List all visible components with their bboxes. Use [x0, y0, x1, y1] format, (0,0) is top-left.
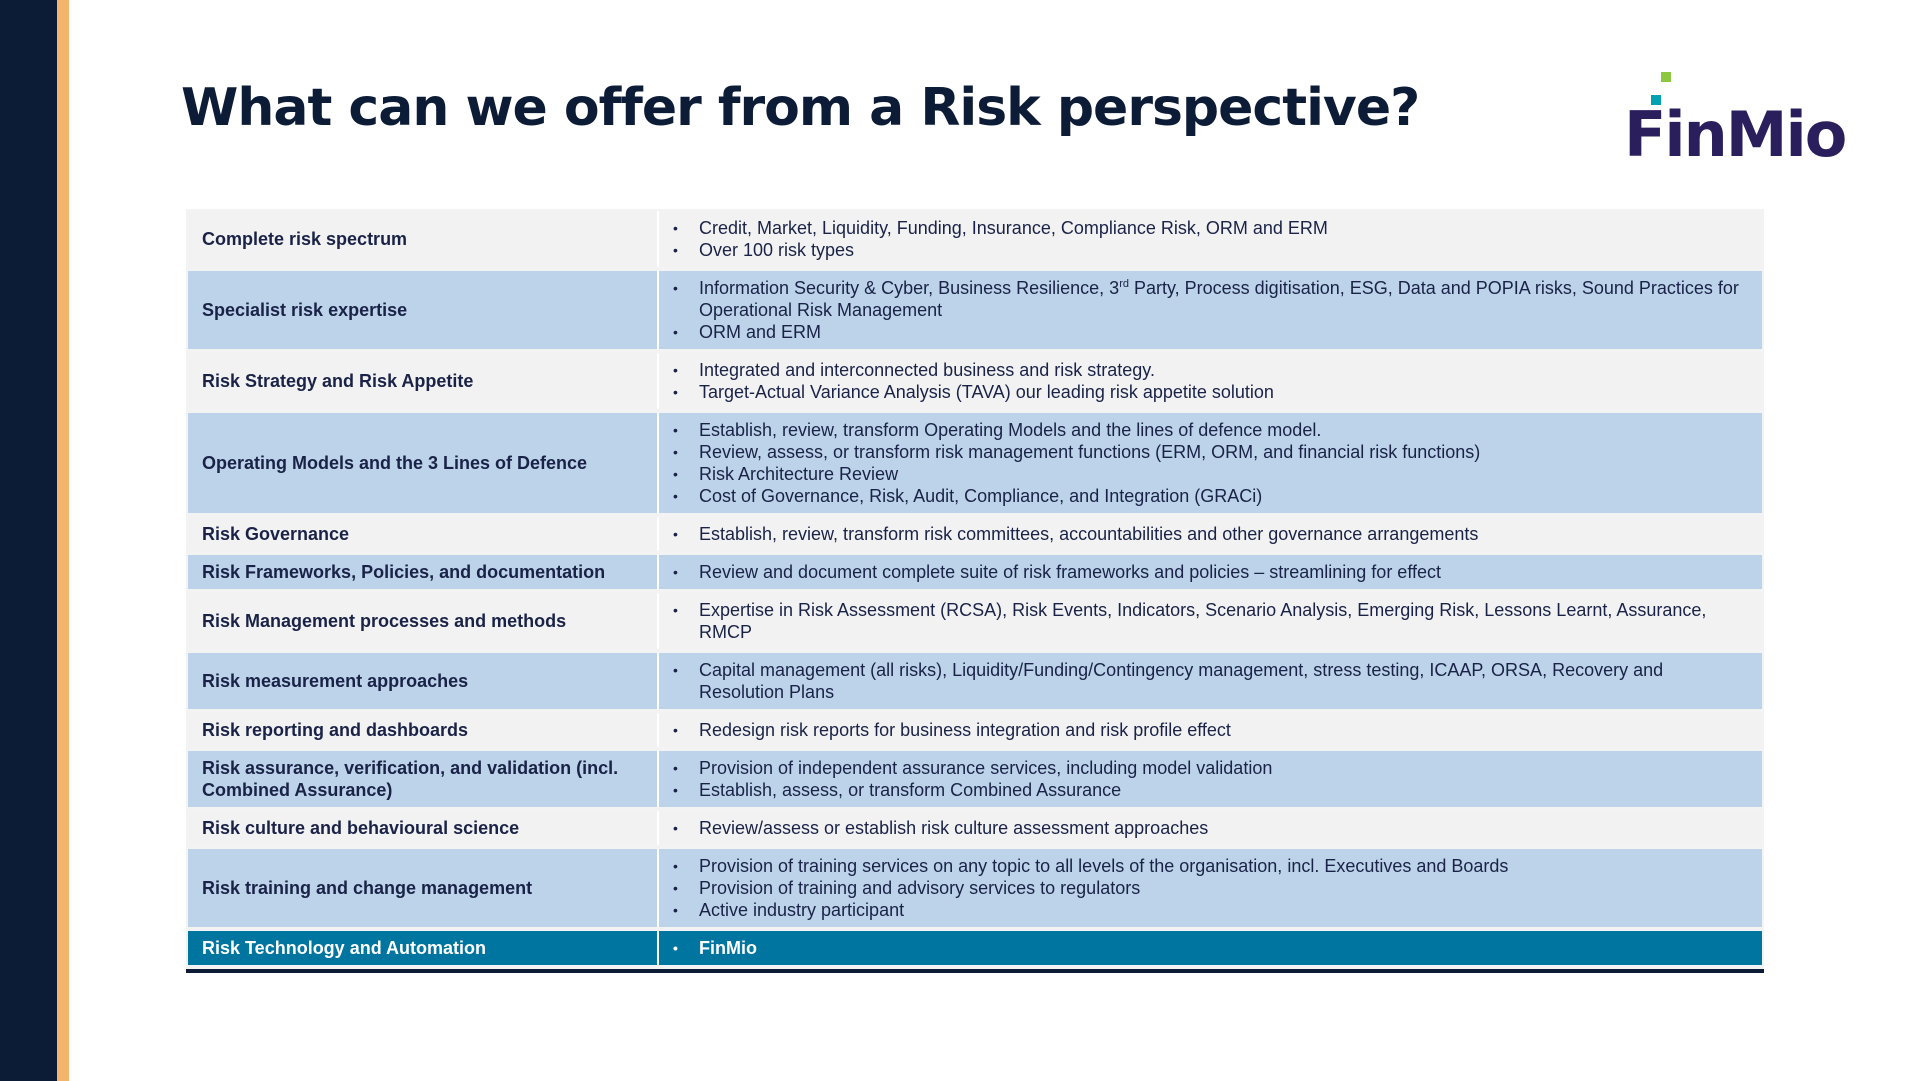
page-title: What can we offer from a Risk perspective?	[181, 78, 1420, 138]
bullet-list	[669, 855, 1752, 921]
bullet-item: • FinMio	[669, 937, 1752, 959]
bullet-item: • ORM and ERM	[669, 321, 1752, 343]
table-row	[188, 353, 1762, 409]
bullet-item: • Risk Architecture Review	[669, 463, 1752, 485]
bullet-list	[669, 561, 1752, 583]
row-label: Risk Technology and Automation	[188, 931, 659, 965]
table-row	[188, 555, 1762, 589]
row-label: Risk culture and behavioural science	[188, 811, 659, 845]
row-items	[659, 811, 1762, 845]
bullet-item: • Expertise in Risk Assessment (RCSA), Risk Events, Indicators, Scenario Analysis, Emerging Risk, Lessons Learnt, Assurance, RMCP	[669, 599, 1752, 643]
table-bottom-border	[186, 969, 1764, 973]
bullet-item: • Information Security & Cyber, Business Resilience, 3rd Party, Process digitisation, ESG, Data and POPIA risks, Sound Practices for Operational Risk Management	[669, 277, 1752, 321]
bullet-item: • Capital management (all risks), Liquidity/Funding/Contingency management, stress testing, ICAAP, ORSA, Recovery and Resolution Plans	[669, 659, 1752, 703]
row-label: Operating Models and the 3 Lines of Defence	[188, 413, 659, 513]
row-label: Risk Governance	[188, 517, 659, 551]
bullet-item: • Establish, assess, or transform Combined Assurance	[669, 779, 1752, 801]
table-row	[188, 413, 1762, 513]
row-items	[659, 593, 1762, 649]
bullet-item: • Review/assess or establish risk culture assessment approaches	[669, 817, 1752, 839]
row-label: Risk Strategy and Risk Appetite	[188, 353, 659, 409]
row-items	[659, 849, 1762, 927]
table-row	[188, 751, 1762, 807]
finmio-logo	[1624, 70, 1864, 162]
bullet-item: • Active industry participant	[669, 899, 1752, 921]
bullet-list	[669, 419, 1752, 507]
svg-text:FinMio: FinMio	[1624, 98, 1846, 162]
row-label: Risk Frameworks, Policies, and documentation	[188, 555, 659, 589]
row-items	[659, 517, 1762, 551]
table-row	[188, 849, 1762, 927]
services-table-body	[188, 211, 1762, 965]
bullet-item: • Integrated and interconnected business and risk strategy.	[669, 359, 1752, 381]
row-label: Risk reporting and dashboards	[188, 713, 659, 747]
bullet-item: • Provision of independent assurance services, including model validation	[669, 757, 1752, 779]
row-label: Specialist risk expertise	[188, 271, 659, 349]
bullet-item: • Establish, review, transform risk committees, accountabilities and other governance arrangements	[669, 523, 1752, 545]
bullet-list	[669, 523, 1752, 545]
left-sidebar-bar	[0, 0, 57, 1081]
bullet-item: • Credit, Market, Liquidity, Funding, Insurance, Compliance Risk, ORM and ERM	[669, 217, 1752, 239]
table-row	[188, 653, 1762, 709]
table-row	[188, 931, 1762, 965]
bullet-list	[669, 757, 1752, 801]
row-label: Risk Management processes and methods	[188, 593, 659, 649]
row-label: Complete risk spectrum	[188, 211, 659, 267]
row-label: Risk assurance, verification, and validation (incl. Combined Assurance)	[188, 751, 659, 807]
row-items	[659, 751, 1762, 807]
table-row	[188, 713, 1762, 747]
bullet-list	[669, 659, 1752, 703]
bullet-list	[669, 277, 1752, 343]
bullet-list	[669, 599, 1752, 643]
bullet-list	[669, 359, 1752, 403]
table-row	[188, 811, 1762, 845]
bullet-item: • Redesign risk reports for business integration and risk profile effect	[669, 719, 1752, 741]
bullet-list	[669, 217, 1752, 261]
bullet-item: • Establish, review, transform Operating Models and the lines of defence model.	[669, 419, 1752, 441]
row-items	[659, 353, 1762, 409]
table-row	[188, 271, 1762, 349]
row-items	[659, 271, 1762, 349]
row-items	[659, 653, 1762, 709]
bullet-item: • Provision of training and advisory services to regulators	[669, 877, 1752, 899]
row-items	[659, 931, 1762, 965]
bullet-item: • Review and document complete suite of risk frameworks and policies – streamlining for effect	[669, 561, 1752, 583]
left-accent-stripe	[57, 0, 69, 1081]
bullet-item: • Cost of Governance, Risk, Audit, Compliance, and Integration (GRACi)	[669, 485, 1752, 507]
row-items	[659, 413, 1762, 513]
finmio-logo-image	[1624, 70, 1864, 162]
table-row	[188, 517, 1762, 551]
bullet-item: • Over 100 risk types	[669, 239, 1752, 261]
table-row	[188, 593, 1762, 649]
bullet-list	[669, 817, 1752, 839]
row-items	[659, 713, 1762, 747]
row-label: Risk measurement approaches	[188, 653, 659, 709]
bullet-item: • Review, assess, or transform risk management functions (ERM, ORM, and financial risk functions)	[669, 441, 1752, 463]
bullet-item: • Target-Actual Variance Analysis (TAVA) our leading risk appetite solution	[669, 381, 1752, 403]
bullet-list	[669, 719, 1752, 741]
row-items	[659, 555, 1762, 589]
services-table	[186, 209, 1764, 973]
table-row	[188, 211, 1762, 267]
row-items	[659, 211, 1762, 267]
bullet-list	[669, 937, 1752, 959]
bullet-item: • Provision of training services on any topic to all levels of the organisation, incl. Executives and Boards	[669, 855, 1752, 877]
row-label: Risk training and change management	[188, 849, 659, 927]
